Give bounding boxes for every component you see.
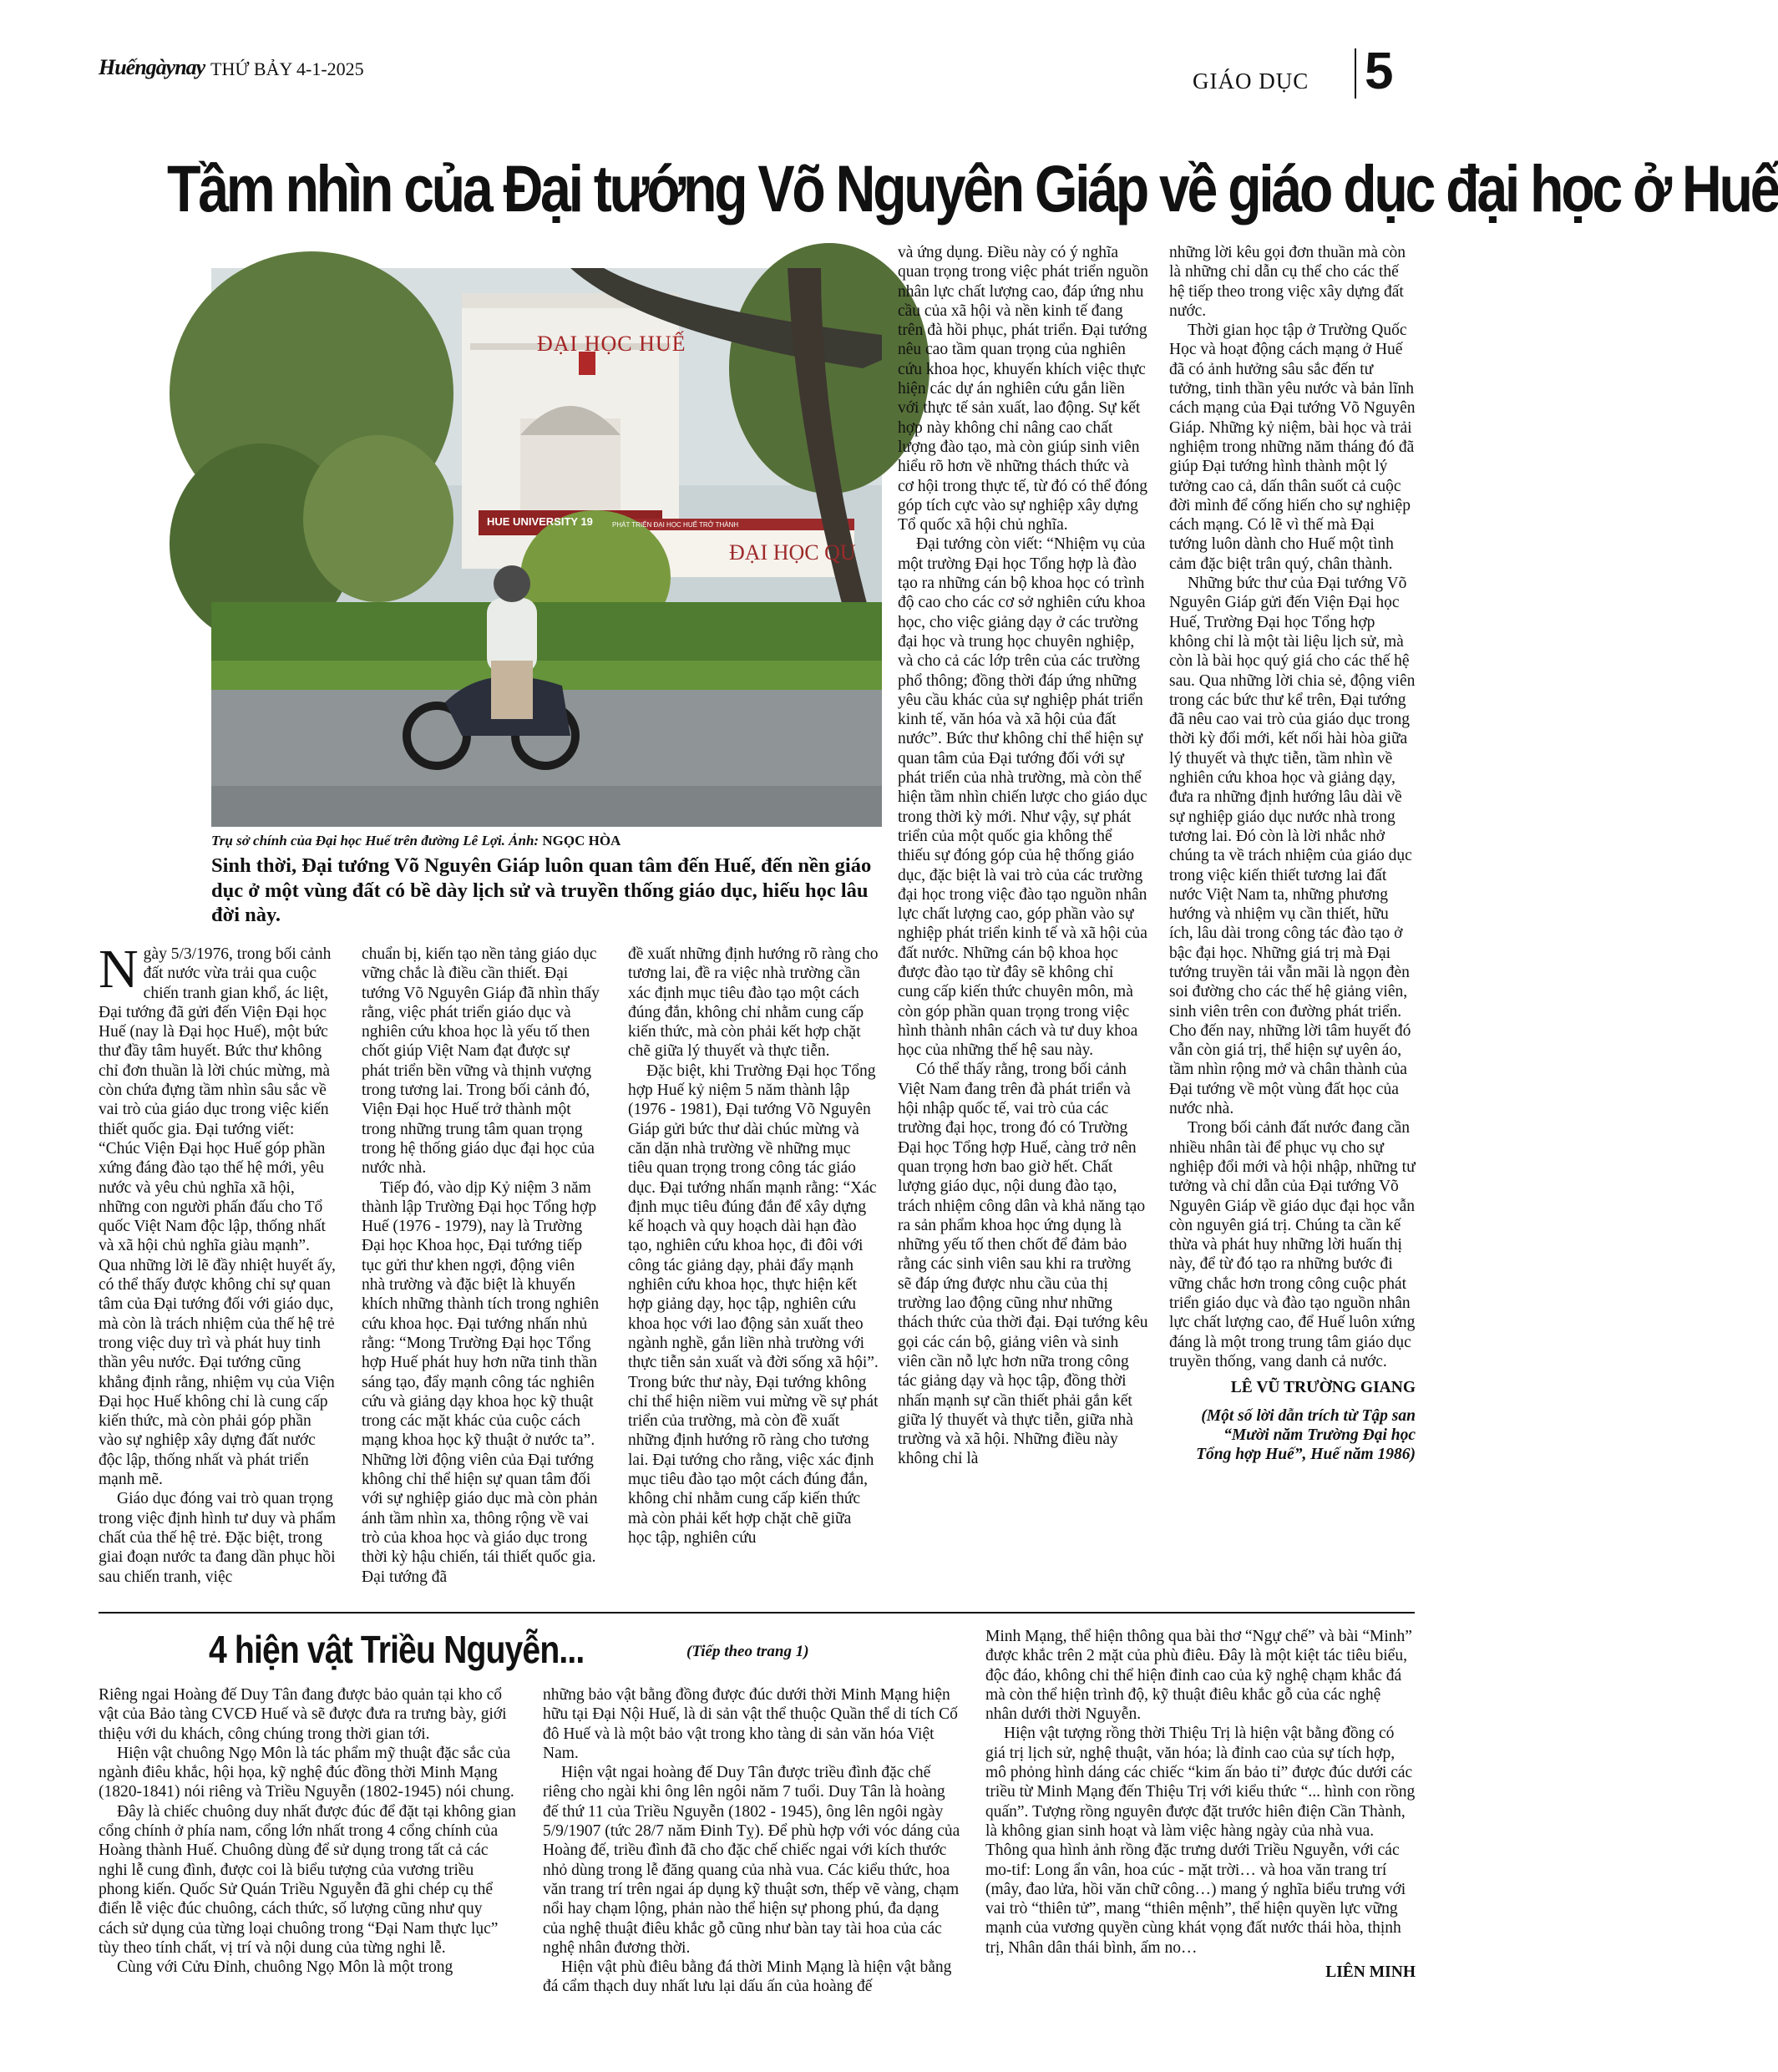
paragraph: đề xuất những định hướng rõ ràng cho tương lai, đề ra việc nhà trường cần xác định mục tiêu đào tạo một cách đúng đắn, không chỉ nhằm cung cấp kiến thức, mà còn phải kết hợp chặt chẽ giữa lý thuyết và thực tiễn. bbox=[628, 945, 879, 1061]
article-photo bbox=[211, 268, 882, 827]
paragraph: Tiếp đó, vào dịp Kỷ niệm 3 năm thành lập Trường Đại học Tổng hợp Huế (1976 - 1979), nay là Trường Đại học Khoa học, Đại tướng tiếp tục gửi thư khen ngợi, động viên nhà trường và đặc biệt là khuyến khích những thành tích trong nghiên cứu khoa học. Đại tướng nhấn nhủ rằng: “Mong Trường Đại học Tổng hợp Huế phát huy hơn nữa tinh thần sáng tạo, đẩy mạnh công tác nghiên cứu và giảng dạy khoa học kỹ thuật trong các mặt khác của cuộc cách mạng khoa học kỹ thuật ở nước ta”. Những lời động viên của Đại tướng không chỉ thể hiện sự quan tâm đối với sự nghiệp giáo dục mà còn phản ánh tầm nhìn xa, thông rộng về vai trò của khoa học và giáo dục trong thời kỳ hậu chiến, tái thiết quốc gia. Đại tướng đã bbox=[362, 1178, 600, 1586]
paragraph: Cùng với Cửu Đỉnh, chuông Ngọ Môn là một trong bbox=[117, 1958, 453, 1977]
paragraph: Đây là chiếc chuông duy nhất được đúc để đặt tại không gian cổng chính ở phía nam, cổng lớn nhất trong 4 cổng chính của Hoàng thành Huế. Chuông dùng để sử dụng trong tất cả các nghi lễ cung đình, được coi là biểu tượng của vương triều phong kiến. Quốc Sử Quán Triều Nguyễn đã ghi chép cụ thể điển lễ việc đúc chuông, cách thức, số lượng cũng như quy cách sử dụng của từng loại chuông trong “Đại Nam thực lục” tùy theo tính chất, vị trí và nội dung của từng nghi lễ. bbox=[99, 1802, 516, 1957]
source-note: (Một số lời dẫn trích từ Tập san “Mười năm Trường Đại học Tổng hợp Huế”, Huế năm 1986) bbox=[1196, 1406, 1416, 1463]
paragraph: Hiện vật ngai hoàng đế Duy Tân được triều đình đặc chế riêng cho ngài khi ông lên ngôi năm 7 tuổi. Duy Tân là hoàng đế thứ 11 của Triều Nguyễn (1802 - 1945), ông lên ngôi ngày 5/9/1907 (tức 28/7 năm Đinh Tỵ). Để phù hợp với vóc dáng của Hoàng đế, triều đình đã cho đặc chế chiếc ngai với kích thước nhỏ dùng trong lễ đăng quang của nhà vua. Các kiểu thức, hoa văn trang trí trên ngai áp dụng kỹ thuật sơn, thếp vẽ vàng, chạm nổi hay chạm lộng, phản nào thể hiện sự phong phú, đa dạng của nghệ thuật điêu khắc gỗ cũng như bàn tay tài hoa của các nghệ nhân đương thời. bbox=[543, 1764, 960, 1957]
continued-note: (Tiếp theo trang 1) bbox=[686, 1643, 809, 1660]
paragraph: Riêng ngai Hoàng đế Duy Tân đang được bảo quản tại kho cổ vật của Bảo tàng CVCĐ Huế và sẽ được đưa ra trưng bày, giới thiệu với du khách, công chúng trong thời gian tới. bbox=[99, 1686, 507, 1743]
author-byline-2: LIÊN MINH bbox=[1325, 1963, 1416, 1982]
article-column-3 bbox=[628, 945, 879, 1548]
paragraph: Đại tướng còn viết: “Nhiệm vụ của một trường Đại học Tổng hợp là đào tạo ra những cán bộ khoa học có trình độ cao cho các cơ sở nghiên cứu khoa học, cho việc giảng dạy ở các trường đại học và trung học chuyên nghiệp, và cho cả các lớp trên của các trường phổ thông; đồng thời đáp ứng những yêu cầu khác của sự nghiệp phát triển kinh tế, văn hóa và xã hội của đất nước”. Bức thư không chỉ thể hiện sự quan tâm của Đại tướng đối với sự phát triển của nhà trường, mà còn thể hiện tầm nhìn chiến lược cho giáo dục trong thời kỳ mới. Như vậy, sự phát triển của một quốc gia không thể thiếu sự đóng góp của hệ thống giáo dục, đặc biệt là vai trò của các trường đại học trong việc đào tạo nguồn nhân lực chất lượng cao, góp phần vào sự nghiệp phát triển kinh tế và xã hội của đất nước. Những cán bộ khoa học được đào tạo từ đây sẽ không chỉ cung cấp kiến thức chuyên môn, mà còn góp phần quan trọng trong việc hình thành nhân cách và tư duy khoa học của những thế hệ sau này. bbox=[898, 535, 1147, 1060]
paragraph: chuẩn bị, kiến tạo nền tảng giáo dục vững chắc là điều cần thiết. Đại tướng Võ Nguyên Giáp đã nhìn thấy rằng, việc phát triển giáo dục và nghiên cứu khoa học là yếu tố then chốt giúp Việt Nam đạt được sự phát triển bền vững và thịnh vượng trong tương lai. Trong bối cảnh đó, Viện Đại học Huế trở thành một trong những trung tâm quan trọng trong hệ thống giáo dục đại học của nước nhà. bbox=[362, 945, 600, 1178]
paragraph: và ứng dụng. Điều này có ý nghĩa quan trọng trong việc phát triển nguồn nhân lực chất lượng cao, đáp ứng nhu cầu của xã hội và nền kinh tế đang trên đà hồi phục, phát triển. Đại tướng nêu cao tầm quan trọng của nghiên cứu khoa học, khuyến khích việc thực hiện các dự án nghiên cứu gắn liền với thực tế sản xuất, lao động. Sự kết hợp này không chỉ nâng cao chất lượng đào tạo, mà còn giúp sinh viên hiểu rõ hơn về những thách thức và cơ hội trong thực tế, từ đó có thể đóng góp tích cực vào sự nghiệp xây dựng Tổ quốc xã hội chủ nghĩa. bbox=[898, 244, 1149, 534]
paragraph: Hiện vật chuông Ngọ Môn là tác phẩm mỹ thuật đặc sắc của ngành điêu khắc, hội họa, kỹ nghệ đúc đồng thời Minh Mạng (1820-1841) nói riêng và Triều Nguyễn (1802-1945) nói chung. bbox=[99, 1744, 514, 1801]
paragraph: Hiện vật tượng rồng thời Thiệu Trị là hiện vật bằng đồng có giá trị lịch sử, nghệ thuật, văn hóa; là đỉnh cao của sự tích hợp, mô phỏng hình dáng các chiếc “kim ấn bảo tỉ” được đúc dưới các triều từ Minh Mạng đến Thiệu Trị với kiểu thức “... hình con rồng quấn”. Tượng rồng nguyên được đặt trước hiên điện Cần Thành, là không gian sinh hoạt và làm việc hàng ngày của nhà vua. Thông qua hình ảnh rồng đặc trưng dưới Triều Nguyễn, với các mo-tif: Long ẩn vân, hoa cúc - mặt trời… và hoa văn trang trí (mây, đao lửa, hồi văn chữ công…) mang ý nghĩa biểu trưng với vai trò “thiên tử”, mang “thiên mệnh”, thể hiện quyền lực vững mạnh của vương quyền cùng khát vọng đất nước thái hòa, thịnh trị, Nhân dân thái bình, ấm no… bbox=[985, 1725, 1416, 1957]
section-name: GIÁO DỤC bbox=[1193, 68, 1309, 94]
paragraph: Trong bối cảnh đất nước đang cần nhiều nhân tài để phục vụ cho sự nghiệp đổi mới và hội nhập, những tư tưởng và chỉ dẫn của Đại tướng Võ Nguyên Giáp về giáo dục đại học vẫn còn nguyên giá trị. Chúng ta cần kế thừa và phát huy những lời huấn thị này, để từ đó tạo ra những bước đi vững chắc hơn trong công cuộc phát triển giáo dục và đào tạo nguồn nhân lực chất lượng cao, để Huế luôn xứng đáng là một trong trung tâm giáo dục truyền thống, vang danh cả nước. bbox=[1169, 1119, 1416, 1370]
paragraph: Có thể thấy rằng, trong bối cảnh Việt Nam đang trên đà phát triển và hội nhập quốc tế, vai trò của các trường đại học, trong đó có Trường Đại học Tổng hợp Huế, càng trở nên quan trọng hơn bao giờ hết. Chất lượng giáo dục, nội dung đào tạo, trách nhiệm công dân và khả năng tạo ra sản phẩm khoa học ứng dụng là những yếu tố then chốt để đảm bảo rằng các sinh viên sau khi ra trường sẽ đáp ứng được nhu cầu của thị trường lao động cũng như những thách thức của thời đại. Đại tướng kêu gọi các cán bộ, giảng viên và sinh viên cần nỗ lực hơn nữa trong công tác giảng dạy và học tập, đồng thời nhấn mạnh sự cần thiết phải gắn kết giữa lý thuyết và thực tiễn, giữa nhà trường và xã hội. Những điều này không chỉ là bbox=[898, 1061, 1148, 1468]
article-column-5 bbox=[1169, 243, 1416, 1464]
photo-sign-university: ĐẠI HỌC HUẾ bbox=[537, 332, 686, 356]
article-lead: Sinh thời, Đại tướng Võ Nguyên Giáp luôn quan tâm đến Huế, đến nền giáo dục ở một vùng đất có bề dày lịch sử và truyền thống giáo dục, hiếu học lâu đời này. bbox=[211, 854, 872, 926]
article-column-2 bbox=[362, 945, 600, 1587]
photo-sign-secondary: ĐẠI HỌC QU bbox=[729, 540, 856, 565]
photo-sign-english: HUE UNIVERSITY 19 bbox=[487, 515, 593, 528]
article2-column-1 bbox=[99, 1685, 516, 1977]
paragraph: Những bức thư của Đại tướng Võ Nguyên Giáp gửi đến Viện Đại học Huế, Trường Đại học Tổng hợp không chỉ là một tài liệu lịch sử, mà còn là bài học quý giá cho các thế hệ sau. Qua những lời chia sẻ, động viên trong các bức thư kể trên, Đại tướng đã nêu cao vai trò của giáo dục trong thời kỳ đổi mới, kết nối hài hòa giữa lý thuyết và thực tiễn, tầm nhìn về nghiên cứu khoa học và giảng dạy, đưa ra những định hướng lâu dài về sự nghiệp giáo dục nước nhà trong tương lai. Đó còn là lời nhắc nhở chúng ta về trách nhiệm của giáo dục trong việc kiến thiết tương lai đất nước Việt Nam ta, những phương hướng và nhiệm vụ cần thiết, hữu ích, lâu dài trong công tác đào tạo ở bậc đại học. Những giá trị mà Đại tướng truyền tải vẫn mãi là ngọn đèn soi đường cho các thế hệ giảng viên, sinh viên trên con đường phát triển. Cho đến nay, những lời tâm huyết đó vẫn còn giá trị, thể hiện sự uyên áo, tầm nhìn rộng mở và chân thành của Đại tướng về một vùng đất học của nước nhà. bbox=[1169, 575, 1416, 1118]
author-byline: LÊ VŨ TRƯỜNG GIANG bbox=[1230, 1379, 1416, 1397]
paragraph: Giáo dục đóng vai trò quan trọng trong việc định hình tư duy và phẩm chất của thế hệ trẻ. Đặc biệt, trong giai đoạn nước ta đang dần phục hồi sau chiến tranh, việc bbox=[99, 1490, 337, 1586]
newspaper-brand: Huếngàynay bbox=[99, 55, 205, 79]
photo-caption: Trụ sở chính của Đại học Huế trên đường Lê Lợi. Ảnh: NGỌC HÒA bbox=[211, 833, 621, 849]
article2-title: 4 hiện vật Triều Nguyễn... bbox=[209, 1628, 585, 1671]
drop-cap: N bbox=[99, 939, 139, 1000]
paragraph: Thời gian học tập ở Trường Quốc Học và hoạt động cách mạng ở Huế đã có ảnh hưởng sâu sắc đến tư tưởng, tinh thần yêu nước và bản lĩnh cách mạng của Đại tướng Võ Nguyên Giáp. Những kỷ niệm, bài học và trải nghiệm trong những năm tháng đó đã giúp Đại tướng hình thành một lý tưởng cao cả, dấn thân suốt cả cuộc đời mình để cống hiến cho sự nghiệp cách mạng. Có lẽ vì thế mà Đại tướng luôn dành cho Huế một tình cảm đặc biệt trân quý, chân thành. bbox=[1169, 322, 1416, 573]
issue-date: THỨ BẢY 4-1-2025 bbox=[210, 58, 364, 79]
photo-credit: NGỌC HÒA bbox=[542, 833, 621, 849]
article-title: Tầm nhìn của Đại tướng Võ Nguyên Giáp về giáo dục đại học ở Huế bbox=[167, 151, 1778, 225]
paragraph: những bảo vật bằng đồng được đúc dưới thời Minh Mạng hiện hữu tại Đại Nội Huế, là di sản vật thể thuộc Quần thể di tích Cố đô Huế và là một bảo vật trong kho tàng di sản văn hóa Việt Nam. bbox=[543, 1686, 958, 1762]
page-number: 5 bbox=[1365, 43, 1394, 100]
article-column-4 bbox=[898, 243, 1148, 1469]
paragraph: Minh Mạng, thể hiện thông qua bài thơ “Ngự chế” và bài “Minh” được khắc trên 2 mặt của phù điêu. Đây là một kiệt tác tiêu biểu, độc đáo, không chỉ thể hiện đỉnh cao của kỹ nghệ chạm khắc đá mà còn thể hiện trình độ, kỹ thuật điêu khắc gỗ của các nghệ nhân dưới thời Nguyễn. bbox=[985, 1628, 1412, 1724]
paragraph: Hiện vật phù điêu bằng đá thời Minh Mạng là hiện vật bằng đá cẩm thạch duy nhất lưu lại dấu ấn của hoàng đế bbox=[543, 1958, 952, 1996]
header-divider bbox=[1355, 48, 1356, 99]
photo-banner-text: PHÁT TRIỂN ĐẠI HỌC HUẾ TRỞ THÀNH bbox=[612, 521, 739, 529]
paragraph: Đặc biệt, khi Trường Đại học Tổng hợp Huế kỷ niệm 5 năm thành lập (1976 - 1981), Đại tướng Võ Nguyên Giáp gửi bức thư dài chúc mừng và căn dặn nhà trường về những mục tiêu quan trọng trong công tác giáo dục. Đại tướng nhấn mạnh rằng: “Xác định mục tiêu đúng đắn để xây dựng kế hoạch và quy hoạch dài hạn đào tạo, nghiên cứu khoa học, đi đôi với công tác giảng dạy, phải đẩy mạnh nghiên cứu khoa học, thực hiện kết hợp giảng dạy, học tập, nghiên cứu khoa học với lao động sản xuất theo ngành nghề, gắn liền nhà trường với thực tiễn sản xuất và đời sống xã hội”. Trong bức thư này, Đại tướng không chỉ thể hiện niềm vui mừng về sự phát triển của trường, mà còn đề xuất những định hướng rõ ràng cho tương lai. Đại tướng cho rằng, việc xác định mục tiêu đào tạo một cách đúng đắn, không chỉ nhằm cung cấp kiến thức mà còn phải kết hợp chặt chẽ giữa học tập, nghiên cứu bbox=[628, 1061, 879, 1547]
article-column-1: Ngày 5/3/1976, trong bối cảnh đất nước vừa trải qua cuộc chiến tranh gian khổ, ác liệt, Đại tướng đã gửi đến Viện Đại học Huế (nay là Đại học Huế), một bức thư đầy tâm huyết. Bức thư không chỉ đơn thuần là lời chúc mừng, mà còn chứa đựng tầm nhìn sâu sắc về vai trò của giáo dục trong việc kiến thiết quốc gia. Đại tướng viết: “Chúc Viện Đại học Huế góp phần xứng đáng đào tạo thế hệ mới, yêu nước và yêu chủ nghĩa xã hội, những con người phấn đấu cho Tổ quốc Việt Nam độc lập, thống nhất và xã hội chủ nghĩa giàu mạnh”. Qua những lời lẽ đầy nhiệt huyết ấy, có thể thấy được không chỉ sự quan tâm của Đại tướng đối với giáo dục, mà còn là trách nhiệm của thế hệ trẻ trong việc duy trì và phát huy tinh thần yêu nước. Đại tướng cũng khẳng định rằng, nhiệm vụ của Viện Đại học Huế không chỉ là cung cấp kiến thức, mà còn phải góp phần vào sự nghiệp xây dựng đất nước độc lập, thống nhất và phát triển mạnh mẽ. Giáo dục đóng vai trò quan trọng trong việc định hình tư duy và phẩm chất của thế hệ trẻ. Đặc biệt, trong giai đoạn nước ta đang dần phục hồi sau chiến tranh, việc bbox=[99, 939, 337, 1586]
article2-column-3 bbox=[985, 1627, 1416, 1982]
section-divider bbox=[99, 1612, 1415, 1614]
article2-column-2 bbox=[543, 1685, 960, 1997]
paragraph: những lời kêu gọi đơn thuần mà còn là những chỉ dẫn cụ thể cho các thế hệ tiếp theo trong việc xây dựng đất nước. bbox=[1169, 244, 1406, 320]
